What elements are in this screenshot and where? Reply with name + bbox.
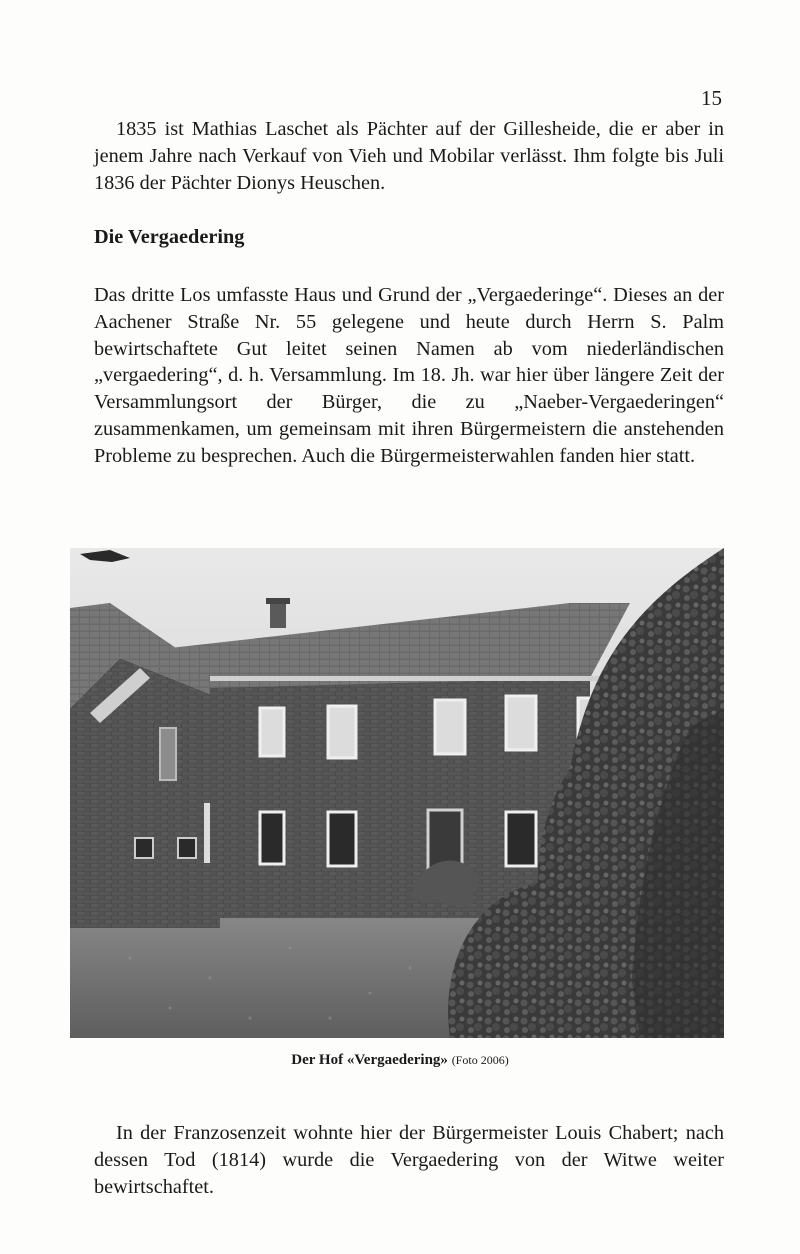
paragraph-vergaedering: Das dritte Los umfasste Haus und Grund der „Vergaederinge“. Dieses an der Aachener Straße Nr. 55 gelegene und heute durch Herrn S. Palm bewirtschaftete Gut leitet seinen Namen ab vom niederländischen „vergaedering“, d. h. Versammlung. Im 18. Jh. war hier über längere Zeit der Versammlungsort der Bürger, die zu „Naeber-Vergaederingen“ zusammenkamen, um gemeinsam mit ihren Bürgermeistern die anstehenden Probleme zu besprechen. Auch die Bürgermeisterwahlen fanden hier statt. — [94, 284, 724, 467]
photo-caption-title: Der Hof «Vergaedering» — [291, 1052, 448, 1068]
farmhouse-photo — [70, 548, 724, 1038]
page-number: 15 — [701, 86, 722, 110]
photo-caption — [0, 1052, 800, 1069]
section-heading: Die Vergaedering — [94, 226, 245, 248]
paragraph-gillesheide: 1835 ist Mathias Laschet als Pächter auf der Gillesheide, die er aber in jenem Jahre nach Verkauf von Vieh und Mobilar verlässt. Ihm folgte bis Juli 1836 der Pächter Dionys Heuschen. — [94, 118, 724, 194]
photo-caption-note: (Foto 2006) — [451, 1053, 509, 1067]
paragraph-franzosenzeit: In der Franzosenzeit wohnte hier der Bürgermeister Louis Chabert; nach dessen Tod (1814) wurde die Vergaedering von der Witwe weiter bewirtschaftet. — [94, 1122, 724, 1198]
